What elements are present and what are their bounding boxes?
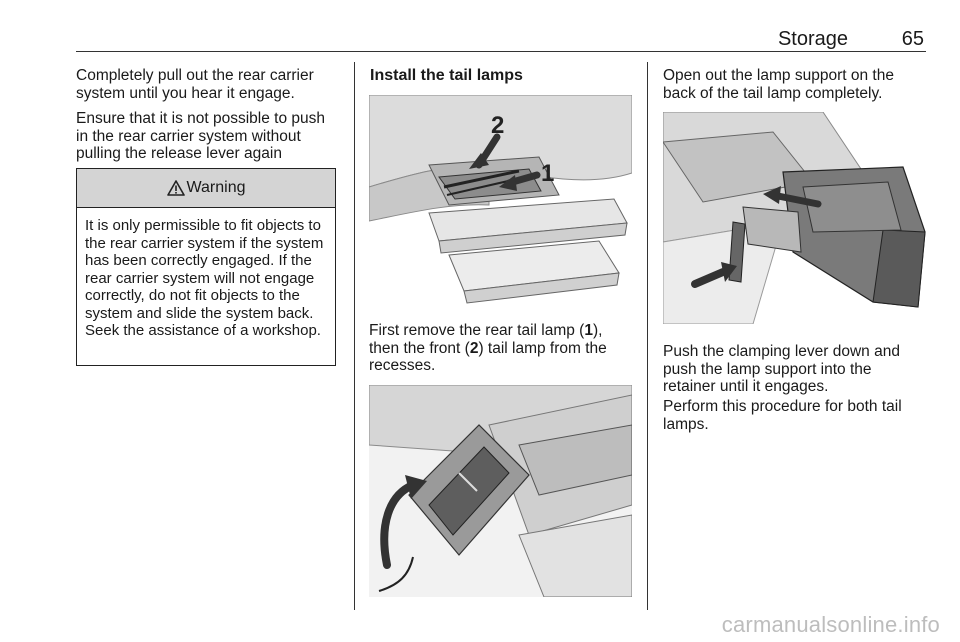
section-heading: Install the tail lamps xyxy=(370,67,523,84)
removal-text-a: First remove the rear tail lamp ( xyxy=(369,322,585,339)
warning-triangle-icon xyxy=(167,180,185,196)
column-divider-2 xyxy=(647,62,648,610)
tail-lamp-removal-figure xyxy=(369,95,632,307)
intro-paragraph: Completely pull out the rear carrier system until you hear it engage. xyxy=(76,67,314,102)
removal-text-e: ) tail lamp from the recesses. xyxy=(369,339,607,374)
removal-paragraph xyxy=(369,322,634,375)
callout-1: 1 xyxy=(541,160,555,187)
header-rule xyxy=(76,51,926,52)
section-title: Storage xyxy=(777,28,848,50)
removal-text-c: ), then the front ( xyxy=(369,322,603,357)
watermark: carmanualsonline.info xyxy=(721,612,940,637)
removal-ref-1: 1 xyxy=(584,322,593,339)
clamp-paragraph: Push the clamping lever down and push the lamp support into the retainer until it engages. xyxy=(663,343,900,395)
lamp-support-rotate-figure xyxy=(369,385,632,597)
callout-2: 2 xyxy=(491,112,505,139)
repeat-paragraph: Perform this procedure for both tail lamps. xyxy=(663,398,902,433)
push-in-paragraph: Ensure that it is not possible to push in the rear carrier system without pulling the release lever again xyxy=(76,110,326,162)
page-number: 65 xyxy=(901,28,924,50)
warning-box xyxy=(76,168,336,366)
warning-header xyxy=(77,169,335,208)
open-support-paragraph: Open out the lamp support on the back of the tail lamp completely. xyxy=(663,67,894,102)
warning-title: Warning xyxy=(186,179,246,196)
warning-text: It is only permissible to fit objects to the rear carrier system if the system has been correctly engaged. If the rear carrier system will not engage correctly, do not fit objects to the system and slide the system back. Seek the assistance of a workshop. xyxy=(85,217,324,339)
page-header xyxy=(76,26,926,52)
removal-ref-2: 2 xyxy=(469,339,479,357)
lamp-support-engage-figure xyxy=(663,112,926,324)
column-divider-1 xyxy=(354,62,355,610)
